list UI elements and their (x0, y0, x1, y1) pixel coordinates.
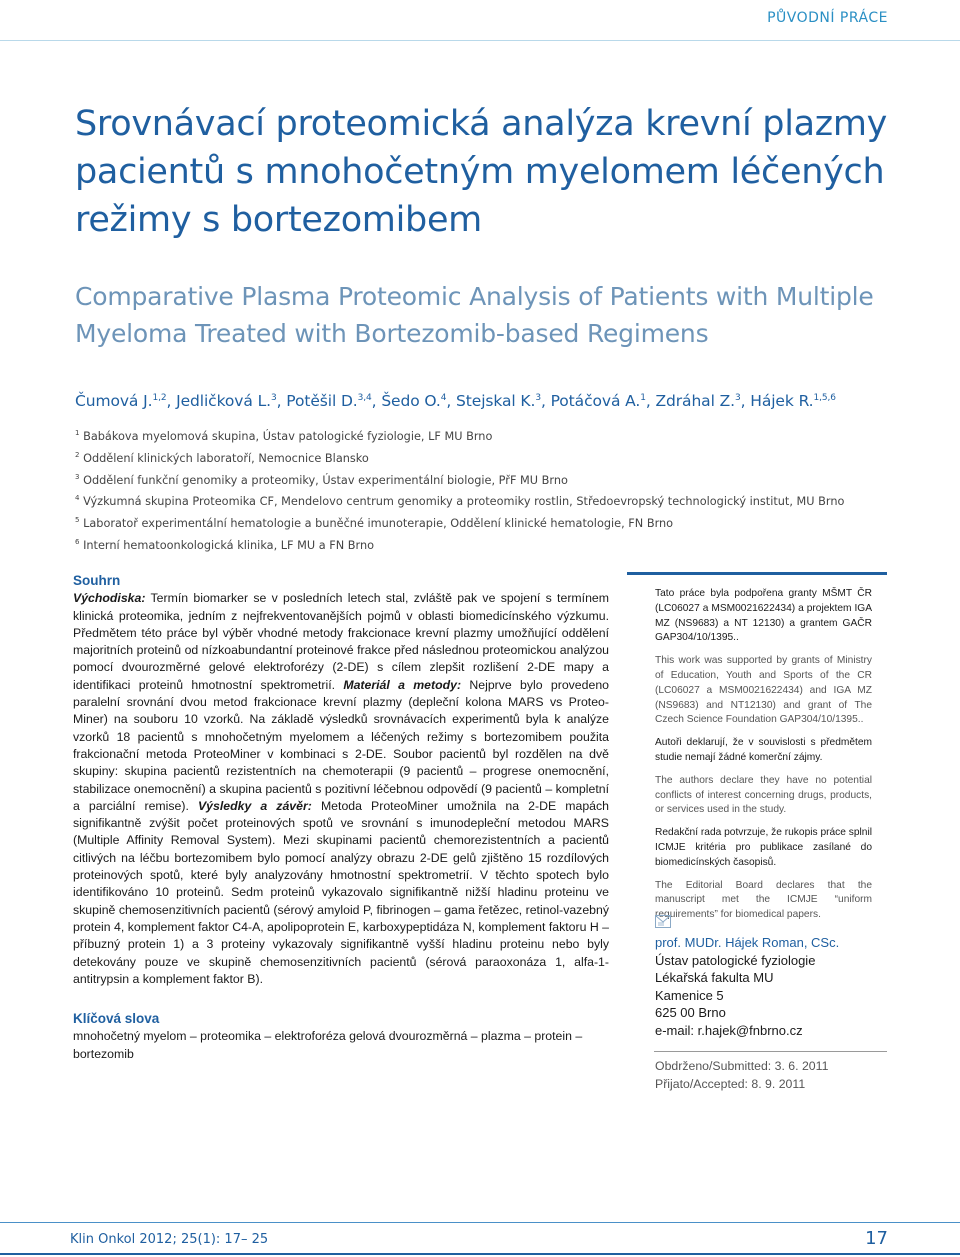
subtitle-line: Comparative Plasma Proteomic Analysis of Patients with Multiple (75, 282, 874, 311)
affiliation: $^6$ Interní hematoonkologická klinika, LF MU a FN Brno (75, 537, 375, 552)
board-cz: Redakční rada potvrzuje, že rukopis práce splnil ICMJE kritéria pro publikace zasílané do biomedicínských časopisů. (655, 827, 872, 868)
author: Šedo O.$^4$, (381, 392, 457, 410)
affiliation: $^1$ Babákova myelomová skupina, Ústav patologické fyziologie, LF MU Brno (75, 429, 493, 443)
author: Hájek R.$^{1,5,6}$ (750, 392, 836, 410)
contact-line: Ústav patologické fyziologie (655, 952, 816, 968)
title-line: režimy s bortezomibem (75, 200, 482, 240)
footer-rule (0, 1222, 960, 1223)
contact-line: Lékařská fakulta MU (655, 970, 774, 986)
keywords-text: mnohočetný myelom – proteomika – elektroforéza gelová dvourozměrná – plazma – protein – bortezomib (73, 1029, 583, 1061)
page-number: 17 (865, 1228, 888, 1249)
keywords-heading: Klíčová slova (73, 1011, 160, 1027)
board-en: The Editorial Board declares that the manuscript met the ICMJE “uniform requirements” for biomedical papers. (655, 879, 872, 921)
accepted-date: Přijato/Accepted: 8. 9. 2011 (655, 1076, 806, 1091)
top-rule (0, 40, 960, 41)
author-list (75, 392, 905, 410)
affiliation: $^4$ Výzkumná skupina Proteomika CF, Mendelovo centrum genomiky a proteomiky rostlin, Středoevropský technologický institut, MU Brno (75, 494, 845, 509)
author: Potěšil D.$^{3,4}$, (286, 392, 382, 410)
affiliation: $^5$ Laboratoř experimentální hematologie a buněčné imunoterapie, Oddělení klinické hematologie, FN Brno (75, 516, 674, 530)
conflict-en: The authors declare they have no potential conflicts of interest concerning drugs, products, or services used in the study. (655, 774, 872, 816)
sidebar-divider (654, 1051, 887, 1052)
author: Stejskal K.$^3$, (456, 392, 551, 410)
contact-line: Kamenice 5 (655, 987, 724, 1003)
abstract-text: Východiska: Termín biomarker se v posledních letech stal, zvláště pak ve spojení s termínem klinická proteomika, jedním z nejfrekventovanějších pojmů v oblasti biomedicínského výzkumu. Předmětem této práce byl výběr vhodné metody frakcionace krevní plazmy umožňující oddělení majoritních proteinů od nízkoabundantní proteinové frakce před následnou proteomickou analýzou pomocí dvourozměrné gelové elektroforézy (2-DE) s cílem zlepšit rozlišení 2-DE mapy a identifikaci proteinů hmotnostní spektrometrií. Materiál a metody: Nejprve bylo provedeno paralelní srovnání dvou metod frakcionace krevní plazmy (depleční kolona MARS vs Proteo-Miner) na souboru 10 vzorků. Na základě výsledků srovnávacích experimentů byla k analýze vzorků 18 pacientů s mnohočetným myelomem a léčených režimy s bortezomibem použita frakcionační metoda ProteoMiner v kombinaci s 2-DE. Soubor pacientů byl rozdělen na dvě skupiny: skupina pacientů rezistentních na chemoterapii (9 pacientů – progrese onemocnění, stabilizace onemocnění) a skupina pacientů s pozitivní léčebnou odpovědí (9 pacientů – kompletní a parciální remise). Výsledky a závěr: Metoda ProteoMiner umožnila na 2-DE mapách signifikantně zvýšit počet proteinových spotů ve srovnání s imunodepleční metodou MARS (Multiple Affinity Removal System). Mezi skupinami pacientů chemorezistentních a pacientů citlivých na léčbu bortezomibem bylo pomocí analýzy obrazu 2-DE gelů zjištěno 15 rozdílových proteinových spotů, které byly analyzovány hmotnostní spektrometrií. V těchto spotech bylo identifikováno 10 proteinů. Sedm proteinů vykazovalo signifikantně nižší hladinu proteinu ve skupině chemosenzitivních pacientů (sérový amyloid P, fibrinogen – gama řetězec, retinol-vazebný protein 4, komplement faktor C4-A, apolipoprotein E, karboxypeptidáza N, komplement faktoru H – příbuzný protein 1) a 3 proteiny vykazovaly signifikantně vyšší hladinu proteinu nebo byly detekovány pouze ve skupině chemosenzitivních pacientů (sérová paraoxonáza 1, alfa-1-antitrypsin a komplement faktor B). (73, 591, 609, 986)
journal-citation: Klin Onkol 2012; 25(1): 17– 25 (70, 1232, 269, 1247)
envelope-icon (655, 915, 671, 928)
affiliation: $^3$ Oddělení funkční genomiky a proteomiky, Ústav experimentální biologie, PřF MU Brno (75, 472, 568, 487)
affiliation-list (75, 424, 905, 555)
section-label: PŮVODNÍ PRÁCE (767, 10, 888, 26)
author: Zdráhal Z.$^3$, (655, 392, 751, 410)
submitted-date: Obdrženo/Submitted: 3. 6. 2011 (655, 1059, 829, 1073)
footer-bottom-rule (0, 1253, 960, 1255)
contact-email[interactable]: e-mail: r.hajek@fnbrno.cz (655, 1022, 803, 1038)
article-subtitle (75, 278, 905, 352)
subtitle-line: Myeloma Treated with Bortezomib-based Regimens (75, 319, 709, 348)
author: Jedličková L.$^3$, (176, 392, 287, 410)
author: Čumová J.$^{1,2}$, (75, 392, 177, 410)
title-line: pacientů s mnohočetným myelomem léčených (75, 152, 885, 192)
affiliation: $^2$ Oddělení klinických laboratoří, Nemocnice Blansko (75, 450, 369, 465)
contact-line: 625 00 Brno (655, 1005, 726, 1021)
abstract-heading: Souhrn (73, 573, 121, 588)
author: Potáčová A.$^1$, (550, 392, 656, 410)
funding-cz: Tato práce byla podpořena granty MŠMT ČR (LC06027 a MSM0021622434) a projektem IGA MZ (NS9683) a NT 12130) a grantem GAČR GAP304/10/1395.. (655, 588, 872, 644)
sidebar-notes (655, 587, 872, 931)
keywords-block (73, 1010, 609, 1063)
abstract-column (73, 572, 609, 1063)
title-line: Srovnávací proteomická analýza krevní plazmy (75, 104, 888, 144)
correspondence-address (655, 934, 885, 1040)
contact-name: prof. MUDr. Hájek Roman, CSc. (655, 935, 840, 950)
submission-dates (655, 1058, 885, 1093)
funding-en: This work was supported by grants of Ministry of Education, Youth and Sports of the CR (LC06027 a MSM0021622434) and IGA MZ (NS9683) and NT12130) and grant of The Czech Science Foundation GAP304/10/1395.. (655, 655, 872, 726)
conflict-cz: Autoři deklarují, že v souvislosti s předmětem studie nemají žádné komerční zájmy. (655, 737, 872, 763)
article-title (75, 100, 905, 244)
